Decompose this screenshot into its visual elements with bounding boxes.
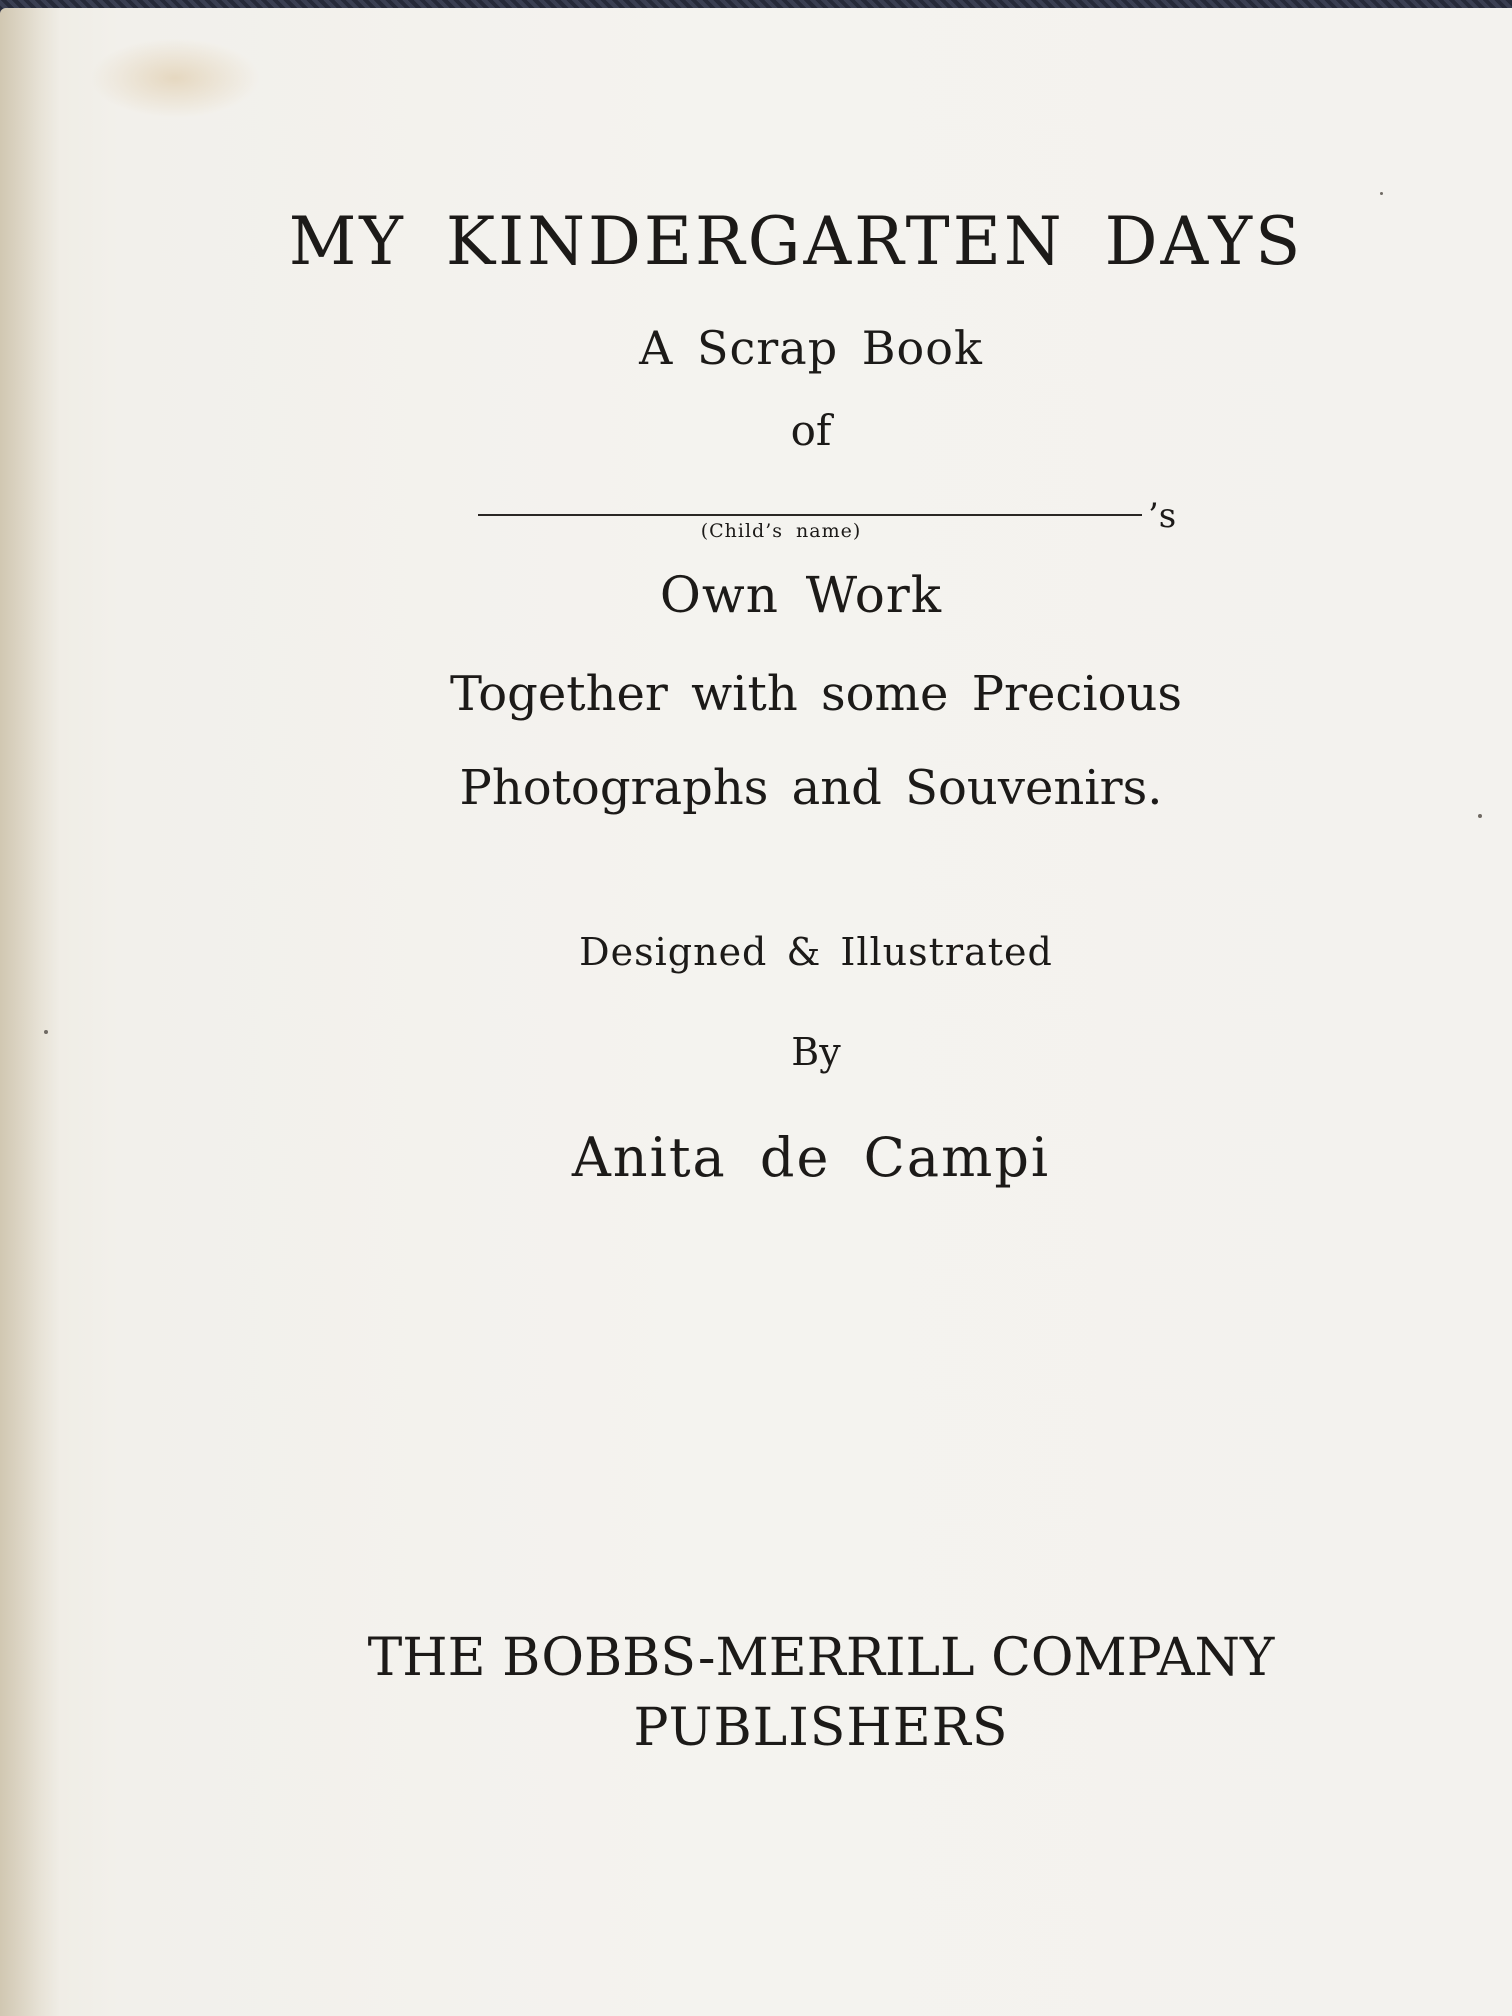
page-stain	[90, 38, 260, 118]
author-name: Anita de Campi	[571, 1126, 1051, 1189]
designed-illustrated-text: Designed & Illustrated	[579, 930, 1053, 974]
paper-speck	[44, 1030, 48, 1034]
own-work-text: Own Work	[659, 566, 943, 624]
child-name-label: (Child’s name)	[700, 520, 862, 542]
child-name-blank-line	[478, 514, 1142, 516]
publisher-name: THE BOBBS-MERRILL COMPANY	[367, 1628, 1275, 1688]
book-title: MY KINDERGARTEN DAYS	[288, 203, 1304, 280]
publisher-label: PUBLISHERS	[633, 1698, 1009, 1758]
possessive-suffix: ’s	[1148, 496, 1177, 536]
book-subtitle: A Scrap Book	[639, 321, 983, 375]
photographs-text: Photographs and Souvenirs.	[459, 760, 1163, 816]
of-text: of	[790, 406, 832, 455]
title-page	[0, 8, 1512, 2016]
paper-speck	[1478, 814, 1482, 818]
by-text: By	[791, 1030, 841, 1074]
paper-speck	[1380, 192, 1383, 195]
together-text: Together with some Precious	[449, 666, 1183, 722]
